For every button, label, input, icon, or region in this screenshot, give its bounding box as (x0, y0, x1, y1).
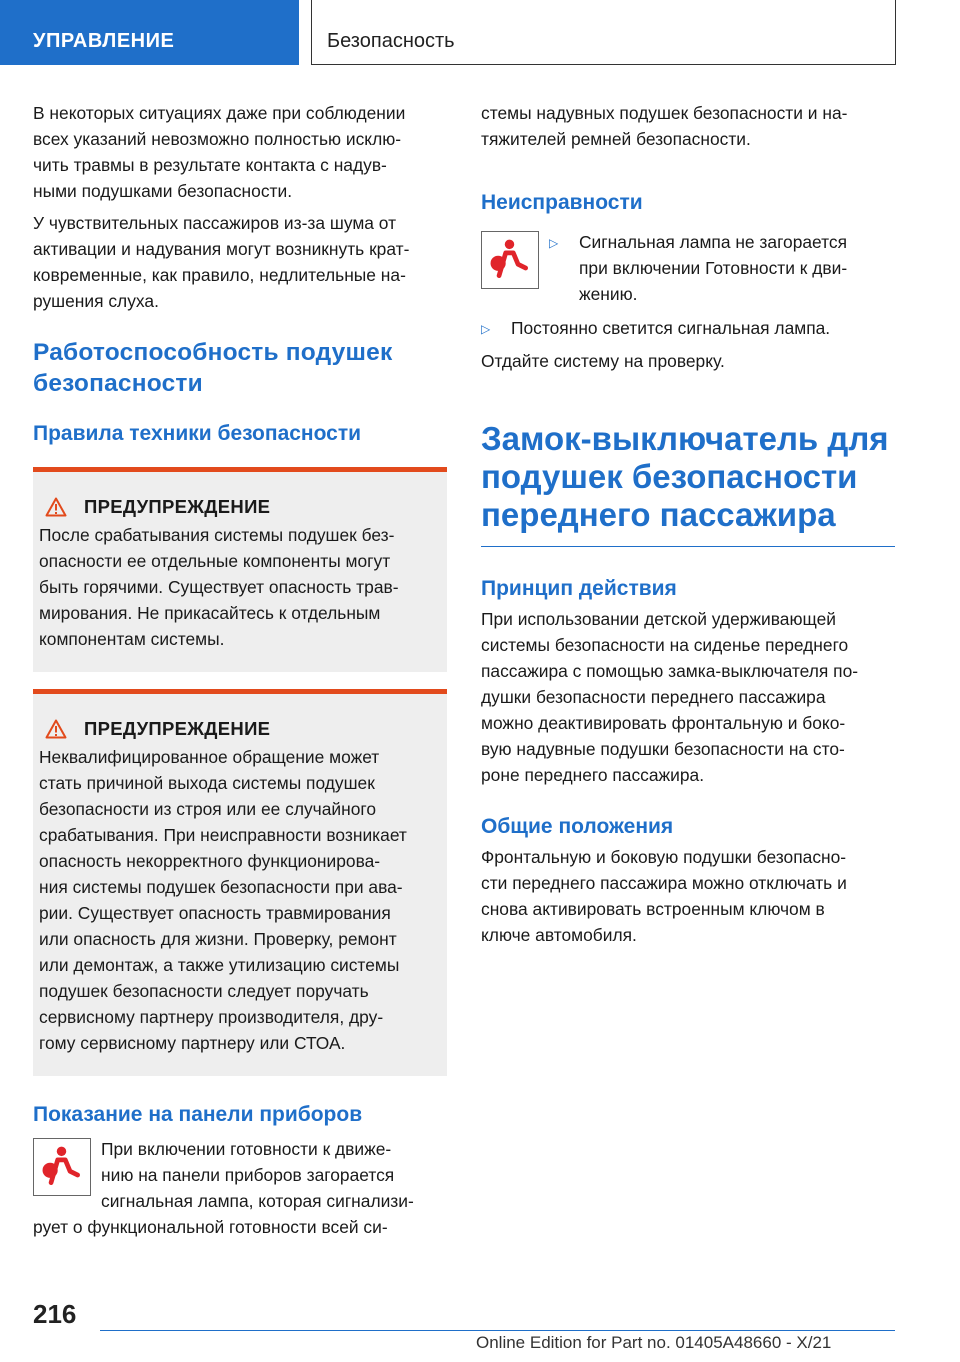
section-title: УПРАВЛЕНИЕ (33, 30, 175, 52)
airbag-warning-lamp-icon (33, 1138, 91, 1196)
warning-header (45, 496, 447, 518)
fault-bullet: ▷ Сигнальная лампа не загорается при включении Готовности к дви- жению. (481, 229, 895, 307)
footer-edition: Online Edition for Part no. 01405A48660 - X/21 (476, 1333, 832, 1352)
warning-text: После срабатывания системы подушек без- опасности ее отдельные компоненты могут быть горячими. Существует опасность трав- мирования. Не прикасайтесь к отдельным компонентам системы. (39, 525, 399, 649)
warning-triangle-icon (45, 497, 67, 517)
principle-paragraph: При использовании детской удерживающей системы безопасности на сиденье переднего пассажира с помощью замка-выключателя по- душки безопасности переднего пассажира можно деактивировать фронтальную и боко- вую надувные подушки безопасности на сто- роне переднего пассажира. (481, 609, 859, 785)
chapter-title: Безопасность (327, 30, 455, 52)
right-column (481, 100, 895, 948)
chapter-header (311, 0, 896, 65)
continuation-paragraph: стемы надувных подушек безопасности и на- тяжителей ремней безопасности. (481, 103, 848, 149)
display-paragraph (33, 1136, 447, 1240)
warning-text: Неквалифицированное обращение может стать причиной выхода системы подушек безопасности из строя или ее случайного срабатывания. При неисправности возникает опасность некорректного функционирова- ния системы подушек безопасности при ава- рии. Существует опасность травмирования или опасность для жизни. Проверку, ремонт или демонтаж, а также утилизацию системы подушек безопасности следует поручать сервисному партнеру производителя, дру- гому сервисному партнеру или СТОА. (39, 747, 407, 1053)
section-tab[interactable] (0, 0, 299, 65)
fault-note: Отдайте систему на проверку. (481, 351, 725, 371)
footer-rule (100, 1330, 895, 1331)
warning-box-1 (33, 467, 447, 672)
warning-box-2 (33, 689, 447, 1076)
fault-item-2: ▷ Постоянно светится сигнальная лампа. (481, 315, 895, 342)
warning-triangle-icon (45, 719, 67, 739)
warning-title: ПРЕДУПРЕЖДЕНИЕ (84, 496, 271, 517)
triangle-bullet-icon: ▷ (481, 322, 491, 336)
general-paragraph: Фронтальную и боковую подушки безопасно- сти переднего пассажира можно отключать и снова активировать встроенным ключом в ключе автомобиля. (481, 847, 847, 945)
heading-general: Общие положения (481, 815, 674, 838)
heading-faults: Неисправности (481, 191, 643, 214)
intro-paragraph-2: У чувствительных пассажиров из-за шума от активации и надувания могут возникнуть крат- ковременные, как правило, недлительные на- рушения слуха. (33, 213, 410, 311)
heading-instrument-display: Показание на панели приборов (33, 1103, 363, 1126)
intro-paragraph-1: В некоторых ситуациях даже при соблюдении всех указаний невозможно полностью исклю- чить травмы в результате контакта с надув- ными подушками безопасности. (33, 103, 406, 201)
heading-safety-rules: Правила техники безопасности (33, 422, 362, 445)
left-column (33, 100, 447, 1240)
heading-airbag-function: Работоспособность подушек безопасности (33, 339, 393, 397)
display-text: При включении готовности к движе- нию на панели приборов загорается сигнальная лампа, которая сигнализи- рует о функциональной готовности всей си- (33, 1139, 414, 1237)
warning-header (45, 718, 447, 740)
heading-passenger-airbag-switch: Замок-выключатель для подушек безопасности переднего пассажира (481, 420, 895, 547)
airbag-warning-lamp-icon (481, 231, 539, 289)
warning-title: ПРЕДУПРЕЖДЕНИЕ (84, 718, 271, 739)
triangle-bullet-icon: ▷ (549, 236, 559, 250)
fault-item-1 (481, 229, 895, 307)
page-number: 216 (33, 1299, 77, 1329)
heading-principle: Принцип действия (481, 577, 677, 600)
